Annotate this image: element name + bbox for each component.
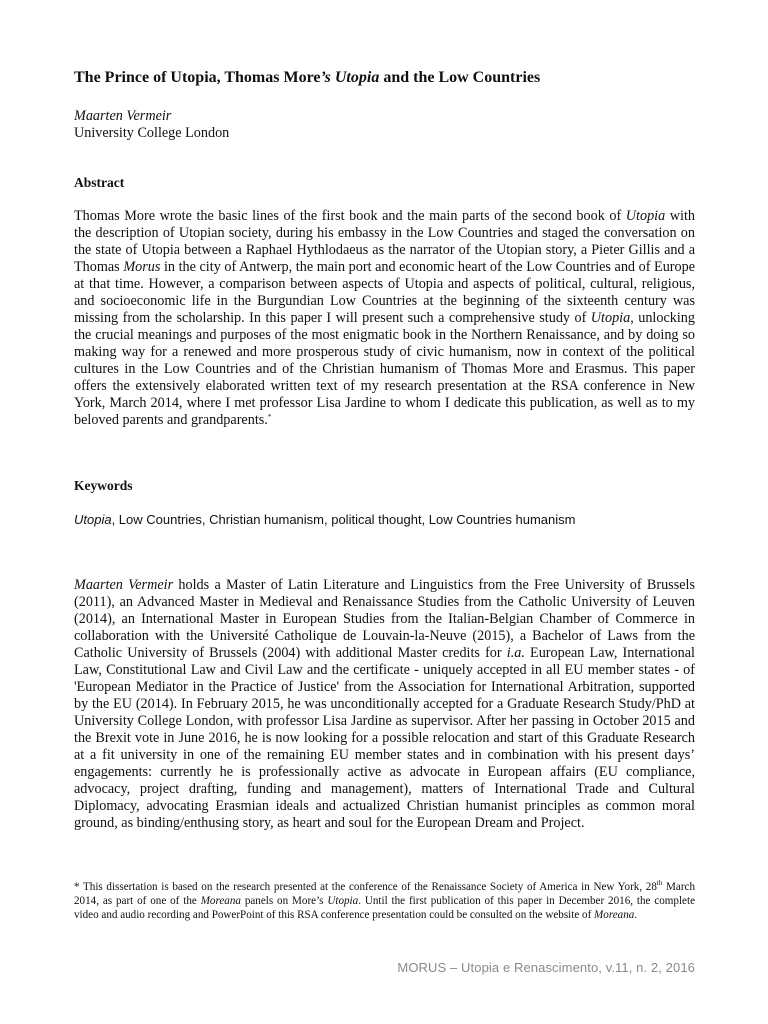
bio-text-2: European Law, International Law, Constitutional Law and Civil Law and the certificate - uniquely accepted in all EU member states - of 'European Mediator in the Practice of Justice' from the Association for International Arbitration, supported by the EU (2014). In February 2015, he was unconditionally accepted for a Graduate Research Study/PhD at University College London, with professor Lisa Jardine as supervisor. After her passing in October 2015 and the Brexit vote in June 2016, he is now looking for a possible relocation and start of this Graduate Research at a fit university in one of the remaining EU member states and in combination with his present days’ engagements: currently he is professionally active as advocate in European affairs (EU compliance, advocacy, project drafting, funding and management), matters of International Trade and Cultural Diplomacy, advocating Erasmian ideals and actualized Christian humanist principles as common moral ground, as binding/enthusing story, as heart and soul for the European Dream and Project. [74, 645, 695, 831]
footnote-italic-3: Moreana [594, 909, 635, 921]
footnote-text-5: . [634, 909, 638, 921]
abstract-italic-1: Utopia [625, 208, 666, 224]
author-block [74, 108, 695, 142]
title-part-2: and the Low Countries [379, 69, 541, 86]
footnote-superscript: th [656, 879, 663, 887]
abstract-italic-3: Utopia [590, 310, 631, 326]
bio-text-1: holds a Master of Latin Literature and Linguistics from the Free University of Brussels (2011), an Advanced Master in Medieval and Renaissance Studies from the Catholic University of Leuven (2014), an International Master in European Studies from the Italian-Belgian Chamber of Commerce in collaboration with the Université Catholique de Louvain-la-Neuve (2015), a Bachelor of Laws from the Catholic University of Brussels (2004) with additional Master credits for [74, 577, 695, 661]
abstract-text-2: with the description of Utopian society, during his embassy in the Low Countries and staged the conversation on the state of Utopia between a Raphael Hythlodaeus as the narrator of the Utopian story, a Pieter Gillis and a Thomas [74, 208, 695, 275]
keywords-rest: , Low Countries, Christian humanism, political thought, Low Countries humanism [111, 512, 576, 527]
author-bio [74, 577, 695, 832]
keyword-italic: Utopia [74, 512, 112, 527]
abstract-heading: Abstract [74, 175, 125, 190]
keywords-heading-block [74, 478, 695, 494]
footnote-italic-1: Moreana [200, 895, 241, 907]
footnote-mark: * [74, 881, 80, 893]
author-affiliation: University College London [74, 125, 230, 141]
footnote [74, 880, 695, 922]
abstract-heading-block [74, 175, 695, 191]
footnote-reference[interactable]: * [267, 413, 272, 421]
footnote-italic-2: Utopia [327, 895, 359, 907]
footnote-text-3: panels on More’s [240, 895, 328, 907]
footnote-text-1: This dissertation is based on the research presented at the conference of the Renaissance Society of America in New York, 28 [79, 881, 657, 893]
title-part-1: The Prince of Utopia, Thomas More [74, 69, 321, 86]
bio-author-name: Maarten Vermeir [74, 577, 174, 593]
abstract-italic-2: Morus [123, 259, 161, 275]
author-name: Maarten Vermeir [74, 108, 172, 124]
title-italic-word: Utopia [334, 69, 380, 86]
paper-title [74, 68, 714, 88]
footnote-text-2: March 2014, as part of one of the [74, 881, 695, 907]
running-footer: MORUS – Utopia e Renascimento, v.11, n. 2, 2016 [397, 960, 695, 975]
title-possessive: ’s [320, 69, 331, 86]
keywords-heading: Keywords [74, 478, 133, 493]
abstract-text [74, 208, 695, 429]
abstract-text-1: Thomas More wrote the basic lines of the first book and the main parts of the second book of [74, 208, 626, 224]
bio-italic: i.a. [506, 645, 525, 661]
abstract-text-3: in the city of Antwerp, the main port and economic heart of the Low Countries and of Europe at that time. However, a comparison between aspects of Utopia and aspects of political, cultural, religious, and socioeconomic life in the Burgundian Low Countries at the beginning of the sixteenth century was missing from the scholarship. In this paper I will present such a comprehensive study of [74, 259, 695, 326]
abstract-text-4: , unlocking the crucial meanings and purposes of the most enigmatic book in the Northern Renaissance, and by doing so making way for a renewed and more prosperous study of civic humanism, now in context of the political cultures in the Low Countries and of the Christian humanism of Thomas More and Erasmus. This paper offers the extensively elaborated written text of my research presentation at the RSA conference in New York, March 2014, where I met professor Lisa Jardine to whom I dedicate this publication, as well as to my beloved parents and grandparents. [74, 310, 695, 428]
keywords-list [74, 511, 695, 528]
footnote-text-4: . Until the first publication of this paper in December 2016, the complete video and audio recording and PowerPoint of this RSA conference presentation could be consulted on the website of [74, 895, 695, 921]
